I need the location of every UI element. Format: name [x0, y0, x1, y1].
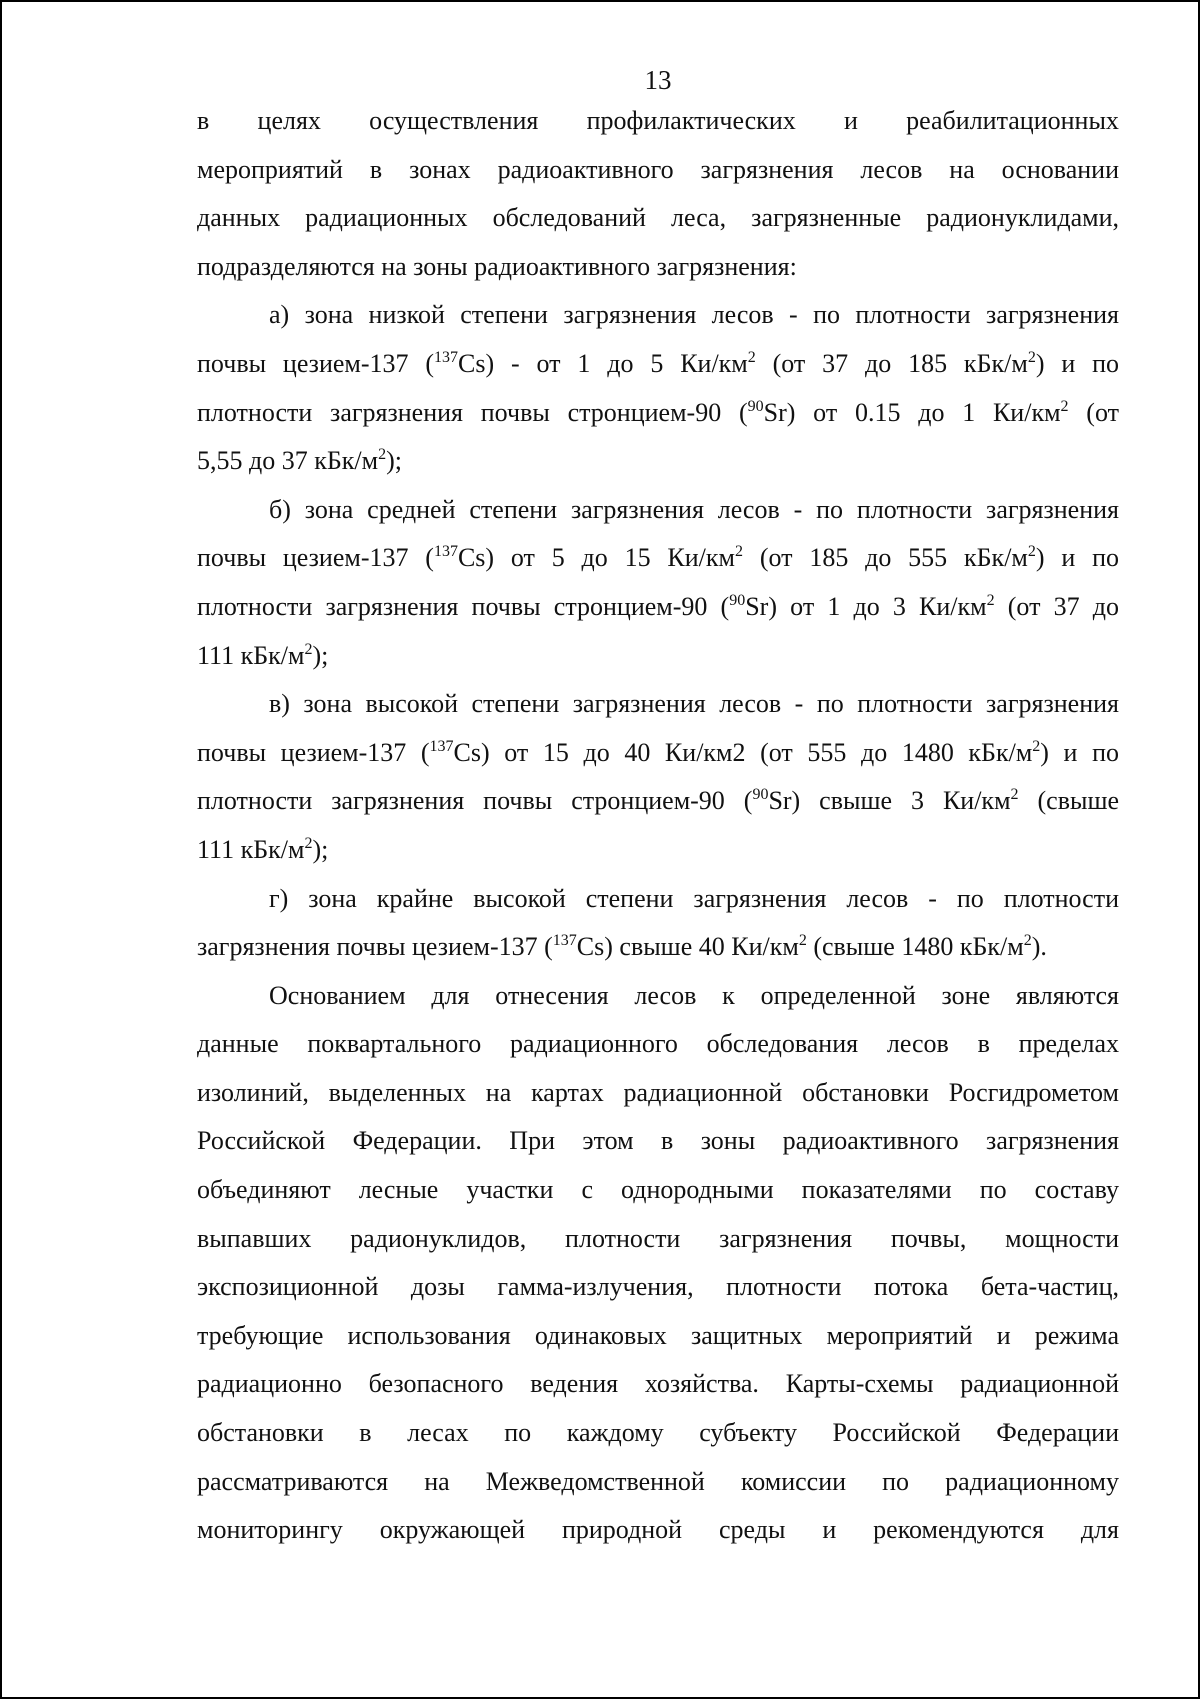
superscript: 2: [1010, 786, 1019, 804]
intro-line-3: данных радиационных обследований леса, загрязненные радионуклидами,: [197, 203, 1119, 233]
text-run: ).: [1031, 932, 1047, 962]
basis-line: радиационно безопасного ведения хозяйства. Карты-схемы радиационной: [197, 1369, 1119, 1399]
superscript: 2: [378, 446, 387, 464]
zone-c-line-1: в) зона высокой степени загрязнения лесов - по плотности загрязнения: [269, 689, 1119, 719]
superscript: 2: [304, 640, 313, 658]
superscript: 2: [1027, 348, 1036, 366]
zone-a-line-3: [197, 389, 1119, 438]
basis-line: экспозиционной дозы гамма-излучения, плотности потока бета-частиц,: [197, 1272, 1119, 1302]
zone-a-paragraph: [197, 291, 1119, 485]
zone-c-line-2: [197, 729, 1119, 778]
zone-b-line-2: [197, 534, 1119, 583]
intro-line-4: подразделяются на зоны радиоактивного загрязнения:: [197, 251, 797, 281]
superscript: 2: [747, 348, 756, 366]
text-run: Sr) от 0.15 до 1 Ки/км: [763, 397, 1061, 427]
text-run: ) и по: [1035, 348, 1120, 378]
superscript: 90: [729, 591, 746, 609]
zone-b-line-4: [197, 632, 1119, 681]
basis-line: выпавших радионуклидов, плотности загрязнения почвы, мощности: [197, 1223, 1119, 1253]
superscript: 2: [798, 932, 807, 950]
intro-word: реабилитационных: [906, 106, 1119, 135]
intro-line-1: [197, 97, 1119, 146]
superscript: 90: [747, 397, 764, 415]
superscript: 2: [735, 543, 743, 561]
zone-a-line-4: [197, 437, 1119, 486]
text-run: (от 37 до: [994, 591, 1119, 621]
text-run: плотности загрязнения почвы стронцием-90 (: [197, 786, 753, 816]
intro-word: и: [843, 106, 858, 135]
superscript: 2: [1032, 737, 1041, 755]
zone-d-paragraph: [197, 875, 1119, 972]
text-run: Sr) от 1 до 3 Ки/км: [745, 591, 987, 621]
text-run: 5,55 до 37 кБк/м: [197, 446, 379, 476]
text-run: ) и по: [1035, 543, 1119, 573]
text-run: Cs) от 5 до 15 Ки/км: [457, 543, 735, 573]
zone-c-line-3: [197, 777, 1119, 826]
superscript: 137: [433, 543, 458, 561]
superscript: 137: [552, 932, 577, 950]
text-run: плотности загрязнения почвы стронцием-90 (: [197, 397, 748, 427]
text-run: );: [386, 446, 402, 476]
text-run: (от 185 до 555 кБк/м: [743, 543, 1028, 573]
text-run: );: [312, 640, 329, 670]
text-run: Sr) свыше 3 Ки/км: [768, 786, 1011, 816]
basis-line: данные поквартального радиационного обследования лесов в пределах: [197, 1029, 1119, 1059]
zone-a-line-2: [197, 340, 1119, 389]
text-run: загрязнения почвы цезием-137 (: [197, 932, 553, 962]
text-run: 111 кБк/м: [197, 640, 305, 670]
superscript: 2: [986, 591, 995, 609]
text-run: 111 кБк/м: [197, 834, 305, 864]
basis-line: Российской Федерации. При этом в зоны радиоактивного загрязнения: [197, 1126, 1119, 1156]
document-body: [197, 97, 1119, 1555]
superscript: 137: [429, 737, 454, 755]
basis-line: рассматриваются на Межведомственной комиссии по радиационному: [197, 1466, 1119, 1496]
text-run: плотности загрязнения почвы стронцием-90 (: [197, 591, 730, 621]
intro-word: осуществления: [369, 106, 539, 135]
text-run: почвы цезием-137 (: [197, 543, 434, 573]
text-run: (свыше 1480 кБк/м: [806, 932, 1024, 962]
basis-line: объединяют лесные участки с однородными показателями по составу: [197, 1175, 1119, 1205]
zone-c-line-4: [197, 826, 1119, 875]
basis-paragraph: [197, 972, 1119, 1555]
text-run: (от 37 до 185 кБк/м: [755, 348, 1028, 378]
zone-a-line-1: а) зона низкой степени загрязнения лесов - по плотности загрязнения: [269, 300, 1119, 330]
zone-d-line-1: г) зона крайне высокой степени загрязнения лесов - по плотности: [269, 883, 1119, 913]
intro-paragraph: [197, 97, 1119, 291]
zone-c-paragraph: [197, 680, 1119, 874]
text-run: (свыше: [1018, 786, 1119, 816]
superscript: 2: [1027, 543, 1036, 561]
zone-b-line-1: б) зона средней степени загрязнения лесов - по плотности загрязнения: [269, 494, 1119, 524]
basis-line: требующие использования одинаковых защитных мероприятий и режима: [197, 1320, 1119, 1350]
superscript: 2: [304, 834, 313, 852]
text-run: почвы цезием-137 (: [197, 348, 435, 378]
basis-line: Основанием для отнесения лесов к определенной зоне являются: [269, 980, 1119, 1010]
intro-word: целях: [257, 106, 321, 135]
superscript: 137: [434, 348, 459, 366]
basis-line: изолиний, выделенных на картах радиационной обстановки Росгидрометом: [197, 1077, 1119, 1107]
zone-b-paragraph: [197, 486, 1119, 680]
basis-line: мониторингу окружающей природной среды и рекомендуются для: [197, 1515, 1119, 1545]
basis-line: обстановки в лесах по каждому субъекту Российской Федерации: [197, 1418, 1119, 1448]
text-run: почвы цезием-137 (: [197, 737, 430, 767]
superscript: 2: [1023, 932, 1032, 950]
text-run: Cs) - от 1 до 5 Ки/км: [458, 348, 748, 378]
intro-word: в: [197, 106, 210, 135]
text-run: ) и по: [1040, 737, 1119, 767]
superscript: 2: [1060, 397, 1069, 415]
superscript: 90: [752, 786, 769, 804]
text-run: Cs) от 15 до 40 Ки/км2 (от 555 до 1480 кБк/м: [453, 737, 1033, 767]
zone-b-line-3: [197, 583, 1119, 632]
intro-line-2: мероприятий в зонах радиоактивного загрязнения лесов на основании: [197, 154, 1119, 184]
page-number: 13: [644, 65, 672, 95]
text-run: Cs) свыше 40 Ки/км: [576, 932, 799, 962]
text-run: );: [312, 834, 329, 864]
text-run: (от: [1068, 397, 1119, 427]
zone-d-line-2: [197, 923, 1119, 972]
intro-word: профилактических: [586, 106, 796, 135]
